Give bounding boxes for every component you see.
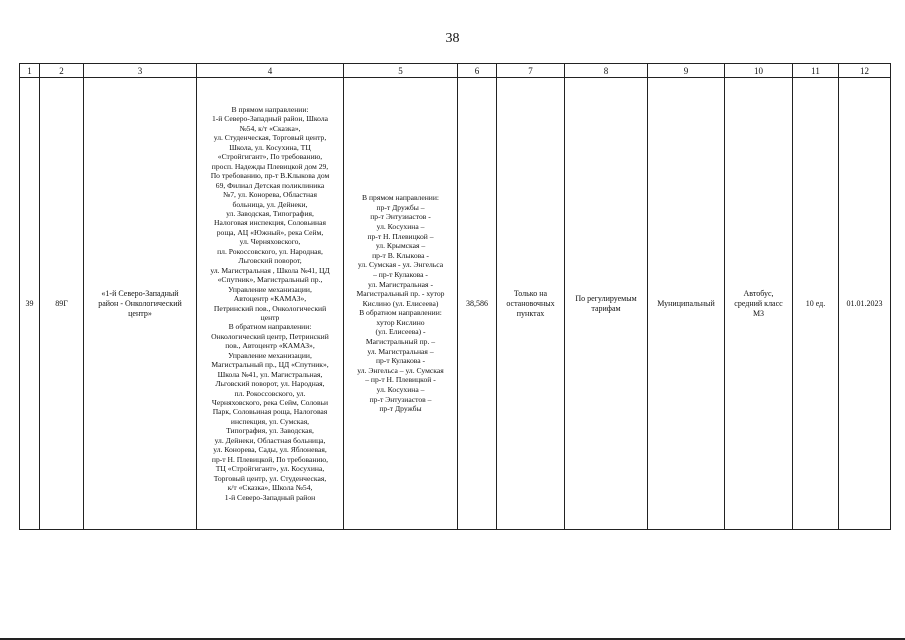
page-number: 38 [445,31,460,46]
start-date: 01.01.2023 [839,78,891,530]
carrier-type: Муниципальный [648,78,725,530]
column-number: 7 [497,64,565,78]
vehicle-count: 10 ед. [793,78,839,530]
table-row [20,78,891,530]
column-number: 2 [40,64,84,78]
tariff-type: По регулируемым тарифам [565,78,648,530]
row-index: 39 [20,78,40,530]
route-stops: В прямом направлении: 1-й Северо-Западный район, Школа №54, к/т «Сказка», ул. Студенческая, Торговый центр, Школа, ул. Косухина, ТЦ «Стройгигант», По требованию, просп. Надежды Плевицкой дом 29, По требованию, пр-т В.Клыкова дом 69, Филиал Детская поликлиника №7, ул. Конорева, Областная больница, ул. Дейнеки, ул. Заводская, Типография, Налоговая инспекция, Соловьиная роща, АЦ «Южный», река Сейм, ул. Черняховского, пл. Рокоссовского, ул. Народная, Льговский поворот, ул. Магистральная , Школа №41, ЦД «Спутник», Магистральный пр., Управление механизации, Автоцентр «КАМАЗ», Петринский пов., Онкологический центр В обратном направлении: Онкологический центр, Петринский пов., Автоцентр «КАМАЗ», Управление механизации, Магистральный пр., ЦД «Спутник», Школа №41, ул. Магистральная, Льговский поворот, ул. Народная, пл. Рокоссовского, ул. Черняховского, река Сейм, Соловьи Парк, Соловьиная роща, Налоговая инспекция, ул. Сумская, Типография, ул. Заводская, ул. Дейнеки, Областная больница, ул. Конорева, Сады, ул. Яблоневая, пр-т Н. Плевицкой, По требованию, ТЦ «Стройгигант», ул. Косухина, Торговый центр, ул. Студенческая, к/т «Сказка», Школа №54, 1-й Северо-Западный район [197,78,344,530]
column-number: 3 [84,64,197,78]
route-length: 38,586 [458,78,497,530]
column-number-row [20,64,891,78]
stop-procedure: Только на остановочных пунктах [497,78,565,530]
column-number: 9 [648,64,725,78]
column-number: 10 [725,64,793,78]
column-number: 12 [839,64,891,78]
column-number: 5 [344,64,458,78]
vehicle-class: Автобус, средний класс М3 [725,78,793,530]
route-streets: В прямом направлении: пр-т Дружбы – пр-т Энтузиастов - ул. Косухина – пр-т Н. Плевицкой – ул. Крымская – пр-т В. Клыкова - ул. Сумская - ул. Энгельса – пр-т Кулакова - ул. Магистральная - Магистральный пр. - хутор Кислино (ул. Елисеева) В обратном направлении: хутор Кислино (ул. Елисеева) - Магистральный пр. – ул. Магистральная – пр-т Кулакова - ул. Энгельса – ул. Сумская – пр-т Н. Плевицкой - ул. Косухина – пр-т Энтузиастов – пр-т Дружбы [344,78,458,530]
route-name: «1-й Северо-Западный район - Онкологический центр» [84,78,197,530]
column-number: 4 [197,64,344,78]
route-number: 89Г [40,78,84,530]
route-table [19,63,891,530]
column-number: 1 [20,64,40,78]
column-number: 8 [565,64,648,78]
column-number: 6 [458,64,497,78]
column-number: 11 [793,64,839,78]
